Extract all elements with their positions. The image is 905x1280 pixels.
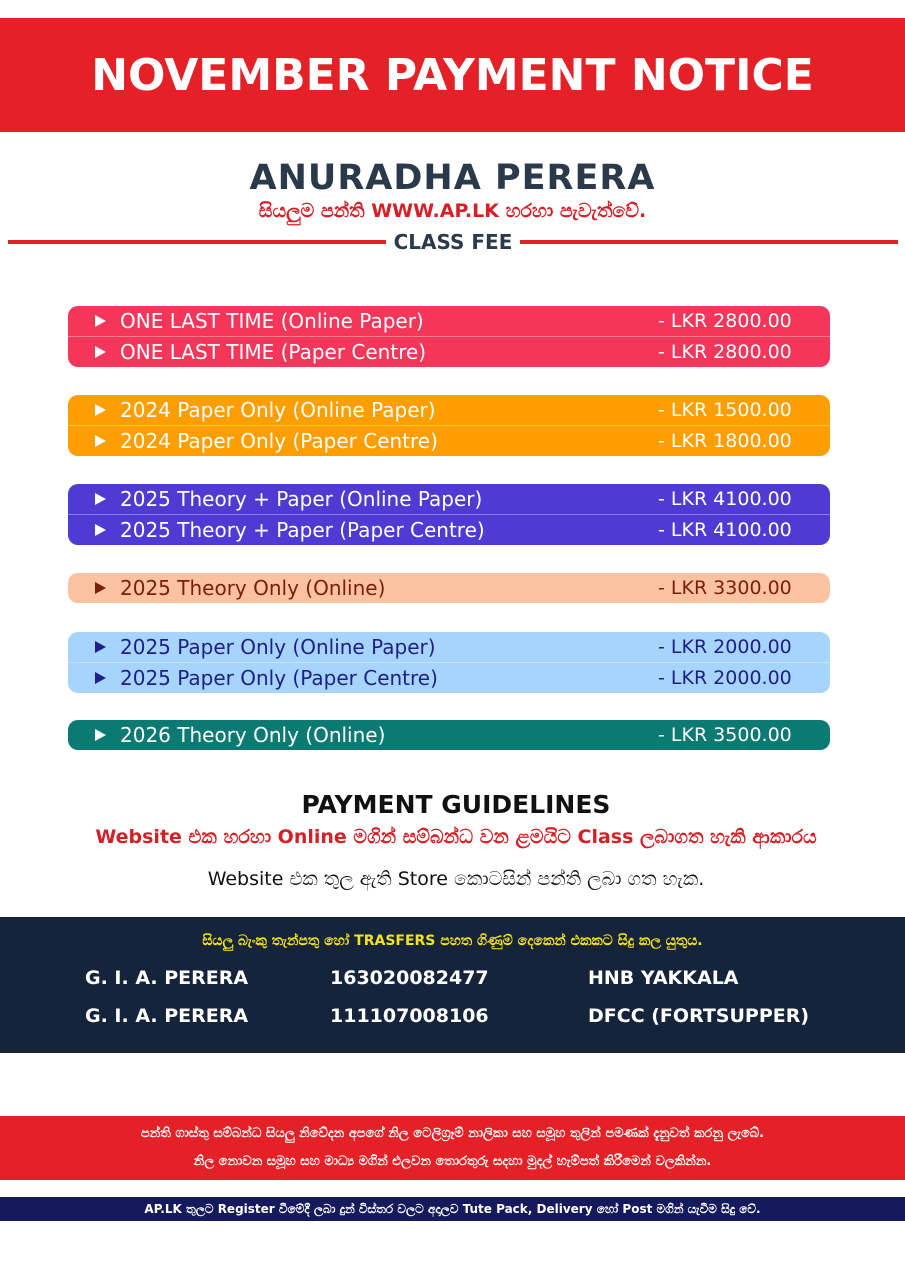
fee-row: [68, 484, 830, 514]
fee-group-2024-paper: [68, 395, 830, 456]
account-holder: G. I. A. PERERA: [85, 1005, 249, 1027]
official-notice-strip: [0, 1116, 905, 1180]
fee-label: 2025 Theory Only (Online): [120, 576, 386, 600]
play-arrow-icon: [95, 315, 106, 327]
play-arrow-icon: [95, 435, 106, 447]
fee-row: [68, 662, 830, 693]
fee-price: - LKR 3300.00: [658, 577, 792, 599]
fee-group-2025-paper-only: [68, 632, 830, 693]
register-note-strip: AP.LK තුලට Register වීමේදී ලබා දුන් විස්තර වලට අදාලව Tute Pack, Delivery හෝ Post මගින් යැවීම සිදු වේ.: [0, 1197, 905, 1221]
play-arrow-icon: [95, 404, 106, 416]
fee-row: [68, 632, 830, 662]
fee-row: [68, 306, 830, 336]
fee-label: 2025 Theory + Paper (Online Paper): [120, 487, 483, 511]
fee-group-2026-theory-only: [68, 720, 830, 750]
divider-line-right: [520, 240, 898, 244]
play-arrow-icon: [95, 641, 106, 653]
fee-group-2025-theory-only: [68, 573, 830, 603]
guidelines-subtitle: Website එක හරහා Online මගින් සම්බන්ධ වන ළමයිට Class ලබාගත හැකි ආකාරය: [95, 826, 817, 848]
teacher-tagline: සියලුම පන්ති WWW.AP.LK හරහා පැවැත්වේ.: [258, 200, 647, 222]
fee-price: - LKR 1500.00: [658, 399, 792, 421]
bank-account-row: [0, 1005, 905, 1035]
fee-row: [68, 395, 830, 425]
notice-line: පන්ති ගාස්තු සම්බන්ධ සියලු නිවේදන අපගේ නිල ටෙලිග්‍රෑම් නාලිකා සහ සමූහ තුලින් පමණක් දැනුවත් කරනු ලැබේ.: [140, 1126, 765, 1141]
bank-account-row: [0, 967, 905, 997]
notice-line: නිල නොවන සමූහ සහ මාධ්‍ය මගින් එලවන තොරතුරු සදහා මුදල් හැම්පත් කිරීමෙන් වලකින්න.: [193, 1154, 712, 1169]
fee-price: - LKR 2000.00: [658, 667, 792, 689]
bank-name: HNB YAKKALA: [588, 967, 739, 989]
play-arrow-icon: [95, 524, 106, 536]
bank-note: සියලු බැංකු තැන්පතු හෝ TRASFERS පහත ගිණුම් දෙකෙන් එකකට සිදු කල යුතුය.: [202, 933, 703, 949]
bank-name: DFCC (FORTSUPPER): [588, 1005, 810, 1027]
fee-price: - LKR 1800.00: [658, 430, 792, 452]
account-holder: G. I. A. PERERA: [85, 967, 249, 989]
account-number: 111107008106: [330, 1005, 489, 1027]
account-number: 163020082477: [330, 967, 489, 989]
class-fee-divider: [8, 229, 898, 255]
fee-price: - LKR 2800.00: [658, 310, 792, 332]
fee-row: [68, 573, 830, 603]
fee-label: 2025 Paper Only (Online Paper): [120, 635, 436, 659]
fee-label: ONE LAST TIME (Paper Centre): [120, 340, 427, 364]
play-arrow-icon: [95, 493, 106, 505]
section-label: CLASS FEE: [393, 230, 513, 254]
fee-group-one-last-time: [68, 306, 830, 367]
fee-label: 2026 Theory Only (Online): [120, 723, 386, 747]
fee-price: - LKR 2800.00: [658, 341, 792, 363]
bank-details-panel: [0, 917, 905, 1053]
fee-label: 2024 Paper Only (Paper Centre): [120, 429, 438, 453]
fee-row: [68, 720, 830, 750]
fee-price: - LKR 3500.00: [658, 724, 792, 746]
fee-row: [68, 336, 830, 367]
guidelines-instruction: Website එක තුල ඇති Store කොටසින් පන්ති ලබා ගත හැක.: [207, 868, 705, 890]
play-arrow-icon: [95, 582, 106, 594]
guidelines-title: PAYMENT GUIDELINES: [301, 790, 611, 819]
divider-line-left: [8, 240, 386, 244]
header-banner: [0, 18, 905, 132]
play-arrow-icon: [95, 346, 106, 358]
play-arrow-icon: [95, 672, 106, 684]
page-title: NOVEMBER PAYMENT NOTICE: [91, 49, 814, 101]
fee-label: 2024 Paper Only (Online Paper): [120, 398, 436, 422]
fee-price: - LKR 4100.00: [658, 519, 792, 541]
fee-label: 2025 Theory + Paper (Paper Centre): [120, 518, 485, 542]
teacher-name: ANURADHA PERERA: [249, 158, 656, 198]
fee-label: 2025 Paper Only (Paper Centre): [120, 666, 438, 690]
fee-row: [68, 425, 830, 456]
fee-label: ONE LAST TIME (Online Paper): [120, 309, 424, 333]
fee-price: - LKR 2000.00: [658, 636, 792, 658]
fee-price: - LKR 4100.00: [658, 488, 792, 510]
fee-group-2025-theory-paper: [68, 484, 830, 545]
fee-row: [68, 514, 830, 545]
play-arrow-icon: [95, 729, 106, 741]
